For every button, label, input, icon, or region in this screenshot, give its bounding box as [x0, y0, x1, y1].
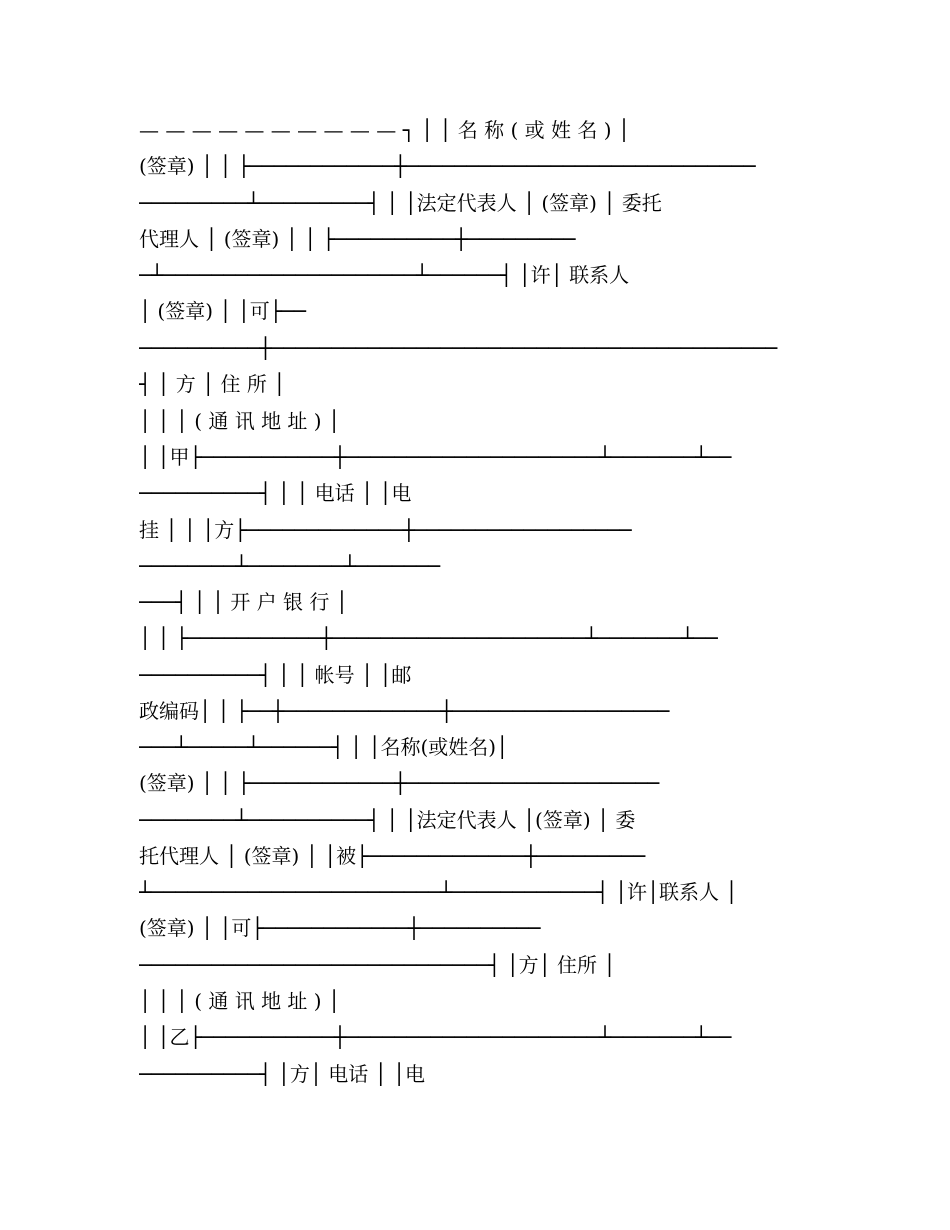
text-line: │ │甲├───────────┼─────────────────────┴───────┴── — [139, 445, 732, 469]
text-line: (签章) │ │ ├────────────┼───────────────────── — [139, 771, 660, 795]
text-line: ┴────────────────────────┴────────────┤ │许│联系人 │ — [139, 880, 738, 904]
text-line: │ (签章) │ │可├── — [139, 299, 306, 323]
text-line: ────────┴────────┴─────── — [139, 554, 441, 578]
text-line: ──────────┤ │ │ 电话 │ │电 — [139, 481, 412, 505]
text-line: ──────────┤ │方│ 电话 │ │电 — [139, 1062, 426, 1086]
text-line: ────────┴──────────┤ │ │法定代表人 │(签章) │ 委 — [139, 808, 636, 832]
text-line: ───┤ │ │ 开 户 银 行 │ — [139, 590, 348, 614]
text-line: 挂 │ │ │方├─────────────┼────────────────── — [139, 518, 632, 542]
text-line: │ │乙├───────────┼─────────────────────┴───────┴── — [139, 1025, 732, 1049]
text-line: │ │ ├───────────┼─────────────────────┴───────┴── — [139, 626, 718, 650]
text-line: — — — — — — — — — — ┐ │ │ 名 称 ( 或 姓 名 ) │ — [139, 118, 630, 142]
text-line: ──────────┤ │ │ 帐号 │ │邮 — [139, 663, 412, 687]
text-line: 政编码│ │ ├──┼─────────────┼────────────────── — [139, 699, 670, 723]
text-line: 托代理人 │ (签章) │ │被├─────────────┼───────── — [139, 844, 646, 868]
text-line: ──────────┼────────────────────────────────────────── — [139, 336, 778, 360]
text-line: │ │ │ ( 通 讯 地 址 ) │ — [139, 989, 340, 1013]
text-line: ┤ │ 方 │ 住 所 │ — [139, 372, 286, 396]
text-line: (签章) │ │ ├────────────┼───────────────────────────── — [139, 154, 756, 178]
text-line: ───┴─────┴──────┤ │ │名称(或姓名)│ — [139, 735, 509, 759]
text-line: (签章) │ │可├────────────┼────────── — [139, 916, 541, 940]
text-line: 代理人 │ (签章) │ │ ├──────────┼───────── — [139, 227, 576, 251]
text-line: ─────────┴─────────┤ │ │法定代表人 │ (签章) │ 委托 — [139, 191, 662, 215]
text-line: ─────────────────────────────┤ │方│ 住所 │ — [139, 953, 616, 977]
text-line: ─┴─────────────────────┴──────┤ │许│ 联系人 — [139, 263, 630, 287]
text-line: │ │ │ ( 通 讯 地 址 ) │ — [139, 409, 340, 433]
